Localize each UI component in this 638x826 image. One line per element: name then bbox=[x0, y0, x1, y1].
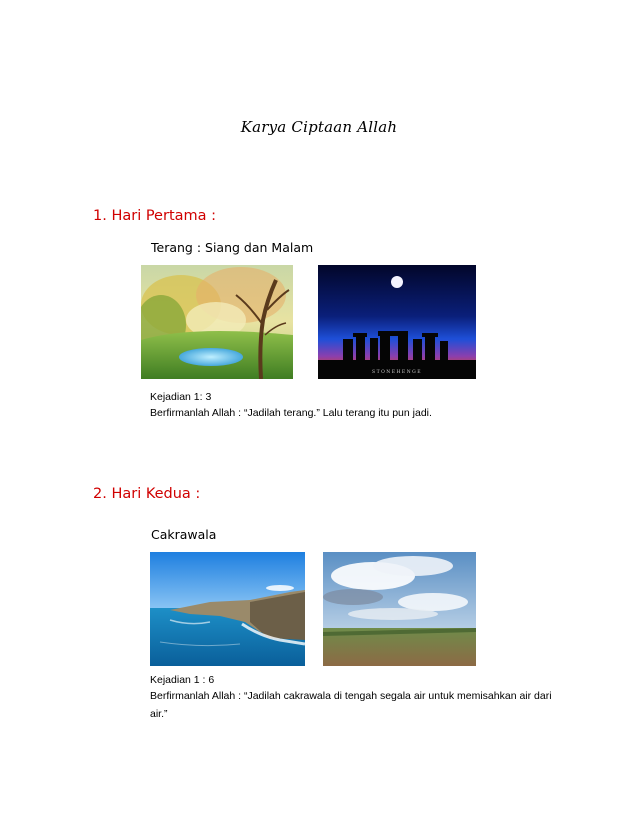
section-subtitle-day-1: Terang : Siang dan Malam bbox=[151, 240, 314, 255]
page-title: Karya Ciptaan Allah bbox=[240, 118, 398, 136]
section-heading-day-2: 2. Hari Kedua : bbox=[93, 486, 201, 502]
verse-text-day-1: Berfirmanlah Allah : “Jadilah terang.” Lalu terang itu pun jadi. bbox=[150, 407, 432, 419]
painted-landscape-image bbox=[141, 265, 293, 379]
verse-reference-day-2: Kejadian 1 : 6 bbox=[150, 674, 215, 686]
cloudy-sky-image bbox=[323, 552, 476, 666]
verse-reference-day-1: Kejadian 1: 3 bbox=[150, 391, 212, 403]
section-subtitle-day-2: Cakrawala bbox=[151, 527, 217, 542]
sea-cliffs-image bbox=[150, 552, 305, 666]
section-heading-day-1: 1. Hari Pertama : bbox=[93, 208, 217, 224]
verse-text-day-2-line-1: Berfirmanlah Allah : “Jadilah cakrawala di tengah segala air untuk memisahkan air dari bbox=[150, 690, 552, 702]
stonehenge-caption: STONEHENGE bbox=[371, 370, 423, 375]
verse-text-day-2-line-2: air.” bbox=[150, 708, 168, 720]
stonehenge-night-image bbox=[318, 265, 476, 379]
